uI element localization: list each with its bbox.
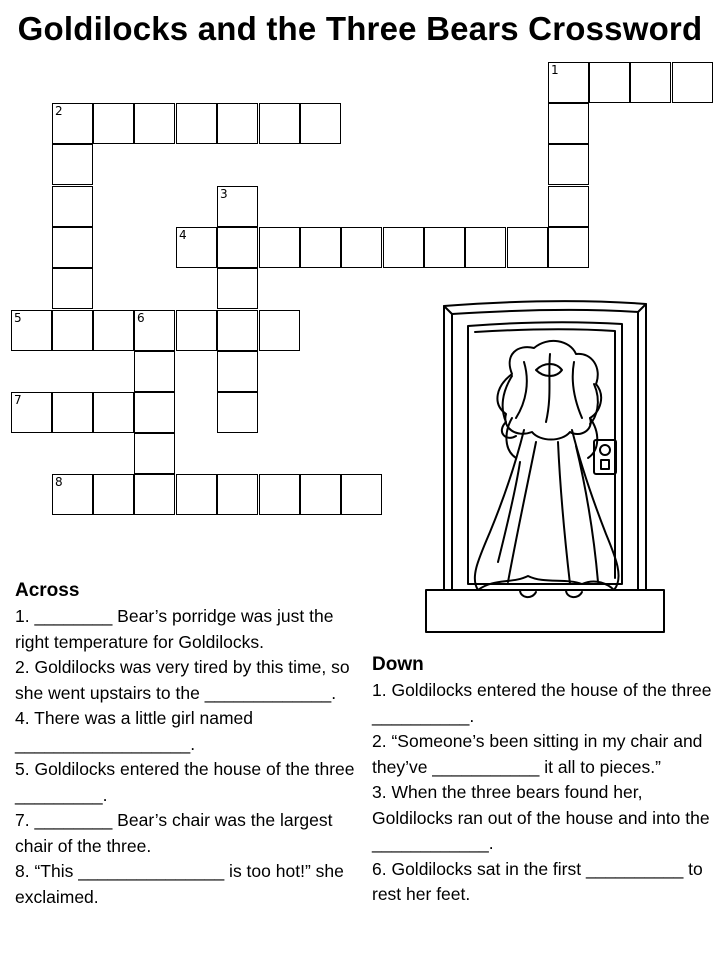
grid-cell[interactable] (176, 474, 217, 515)
grid-cell[interactable] (630, 62, 671, 103)
grid-cell[interactable] (217, 103, 258, 144)
grid-cell[interactable] (217, 310, 258, 351)
across-clue-8: 8. “This _______________ is too hot!” she exclaimed. (15, 861, 344, 907)
down-clues (372, 652, 717, 908)
grid-cell[interactable] (176, 103, 217, 144)
grid-cell[interactable] (134, 474, 175, 515)
grid-cell[interactable] (300, 103, 341, 144)
down-clue-3: 3. When the three bears found her, Goldilocks ran out of the house and into the ____________. (372, 782, 710, 853)
grid-cell[interactable] (383, 227, 424, 268)
grid-cell[interactable] (176, 310, 217, 351)
grid-cell[interactable] (465, 227, 506, 268)
grid-cell[interactable] (176, 227, 217, 268)
grid-cell[interactable] (548, 103, 589, 144)
across-heading: Across (15, 580, 80, 601)
grid-cell[interactable] (93, 392, 134, 433)
clue-number: 3 (220, 187, 228, 201)
clue-number: 1 (551, 63, 559, 77)
clue-number: 8 (55, 475, 63, 489)
down-clue-1: 1. Goldilocks entered the house of the three __________. (372, 680, 712, 726)
grid-cell[interactable] (259, 103, 300, 144)
clue-number: 7 (14, 393, 22, 407)
clue-number: 2 (55, 104, 63, 118)
grid-cell[interactable] (507, 227, 548, 268)
grid-cell[interactable] (52, 227, 93, 268)
down-clue-6: 6. Goldilocks sat in the first __________ to rest her feet. (372, 858, 703, 904)
grid-cell[interactable] (52, 186, 93, 227)
grid-cell[interactable] (424, 227, 465, 268)
down-clue-2: 2. “Someone’s been sitting in my chair and they’ve ___________ it all to pieces.” (372, 731, 703, 777)
grid-cell[interactable] (93, 310, 134, 351)
grid-cell[interactable] (52, 268, 93, 309)
grid-cell[interactable] (217, 268, 258, 309)
door-panel (468, 322, 622, 584)
grid-cell[interactable] (300, 474, 341, 515)
across-clue-2: 2. Goldilocks was very tired by this time, so she went upstairs to the _____________. (15, 657, 350, 703)
grid-cell[interactable] (93, 103, 134, 144)
grid-cell[interactable] (52, 103, 93, 144)
grid-cell[interactable] (134, 433, 175, 474)
grid-cell[interactable] (259, 310, 300, 351)
grid-cell[interactable] (217, 186, 258, 227)
grid-cell[interactable] (548, 186, 589, 227)
clue-number: 6 (137, 311, 145, 325)
grid-cell[interactable] (341, 474, 382, 515)
grid-cell[interactable] (134, 103, 175, 144)
down-heading: Down (372, 654, 424, 675)
grid-cell[interactable] (672, 62, 713, 103)
grid-cell[interactable] (217, 474, 258, 515)
grid-cell[interactable] (134, 392, 175, 433)
page-title: Goldilocks and the Three Bears Crossword (17, 10, 703, 47)
grid-cell[interactable] (259, 474, 300, 515)
grid-cell[interactable] (217, 227, 258, 268)
grid-cell[interactable] (217, 392, 258, 433)
across-clue-4: 4. There was a little girl named __________________. (15, 708, 253, 754)
grid-cell[interactable] (134, 310, 175, 351)
grid-cell[interactable] (52, 144, 93, 185)
grid-cell[interactable] (217, 351, 258, 392)
across-clue-5: 5. Goldilocks entered the house of the three _________. (15, 759, 355, 805)
grid-cell[interactable] (93, 474, 134, 515)
grid-cell[interactable] (300, 227, 341, 268)
across-clues (15, 578, 360, 910)
grid-cell[interactable] (52, 310, 93, 351)
grid-cell[interactable] (134, 351, 175, 392)
grid-cell[interactable] (11, 310, 52, 351)
grid-cell[interactable] (548, 144, 589, 185)
goldilocks-door-illustration (420, 292, 670, 634)
grid-cell[interactable] (589, 62, 630, 103)
grid-cell[interactable] (259, 227, 300, 268)
grid-cell[interactable] (548, 227, 589, 268)
grid-cell[interactable] (548, 62, 589, 103)
grid-cell[interactable] (52, 474, 93, 515)
clue-number: 5 (14, 311, 22, 325)
grid-cell[interactable] (52, 392, 93, 433)
clue-number: 4 (179, 228, 187, 242)
across-clue-7: 7. ________ Bear’s chair was the largest chair of the three. (15, 810, 333, 856)
doorstep (426, 590, 664, 632)
grid-cell[interactable] (11, 392, 52, 433)
across-clue-1: 1. ________ Bear’s porridge was just the right temperature for Goldilocks. (15, 606, 334, 652)
grid-cell[interactable] (341, 227, 382, 268)
